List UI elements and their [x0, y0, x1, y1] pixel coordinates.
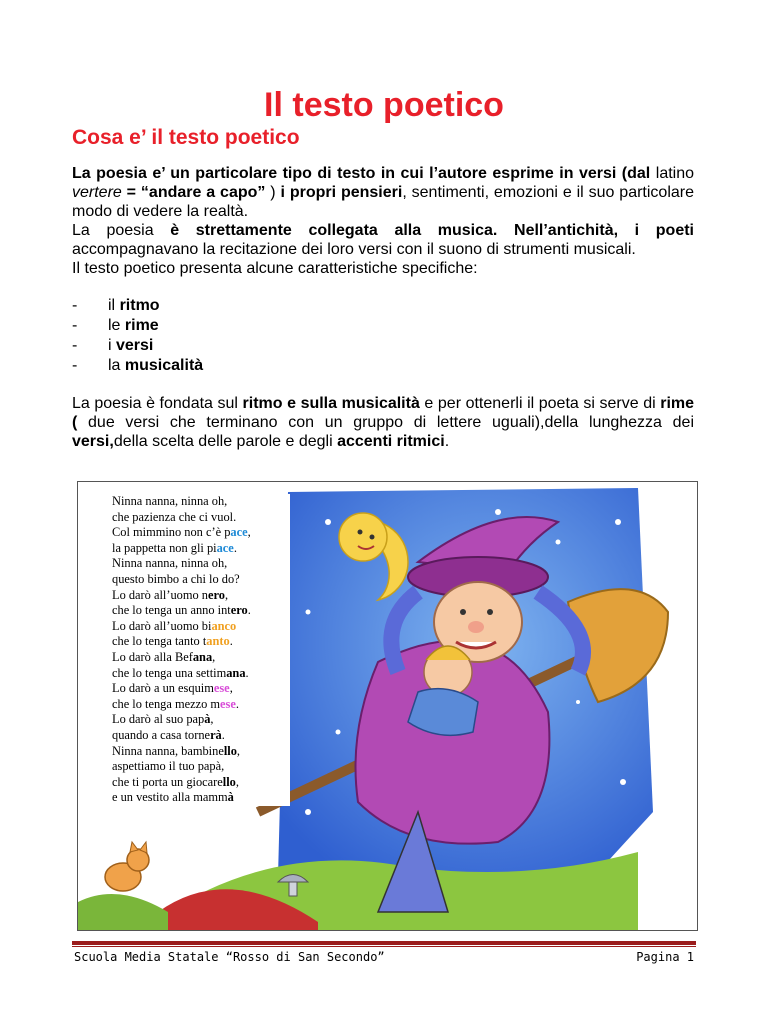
- poem-rhyme: ese: [213, 681, 230, 696]
- rhythm-bold-1: ritmo e sulla musicalità: [242, 395, 420, 412]
- footer-page-number: Pagina 1: [636, 950, 694, 964]
- poem-line: Ninna nanna, ninna oh,: [112, 494, 228, 508]
- poem-rhyme: llo: [222, 774, 236, 789]
- music-text-1: La poesia: [72, 222, 171, 239]
- poem-text: .: [235, 696, 239, 711]
- poem-text: ,: [229, 681, 233, 696]
- poem-text: che lo tenga mezzo m: [112, 696, 221, 711]
- poem-text: ,: [235, 774, 239, 789]
- rhythm-text-5: .: [444, 433, 450, 450]
- poem-rhyme: anto: [206, 634, 230, 649]
- intro-italic: vertere: [72, 184, 122, 201]
- poem-rhyme: ace: [216, 540, 234, 555]
- poem-text: .: [221, 727, 225, 742]
- poem-rhyme: ese: [220, 696, 236, 711]
- list-prefix: le: [108, 317, 125, 334]
- poem-rhyme: anco: [211, 618, 237, 633]
- poem-rhyme: ana: [192, 649, 213, 664]
- poem-text: quando a casa torne: [112, 727, 211, 742]
- list-prefix: i: [108, 337, 116, 354]
- poem-rhyme: ana: [226, 665, 246, 680]
- list-dash: -: [72, 357, 78, 374]
- rhythm-text-2: e per ottenerli il poeta si serve di: [419, 395, 661, 412]
- poem-line: [112, 650, 290, 666]
- poem-line: [112, 681, 290, 697]
- list-bold: ritmo: [119, 297, 160, 314]
- poem-text: che ti porta un giocare: [112, 774, 223, 789]
- poem-line: [112, 712, 290, 728]
- poem-rhyme: rà: [210, 727, 222, 742]
- poem-text: Lo darò a un esquim: [112, 681, 214, 696]
- intro-text-3: , sentimenti, emozioni e il suo particolare modo di vedere la realtà.: [72, 184, 695, 220]
- poem-line: aspettiamo il tuo papà,: [112, 759, 225, 774]
- paragraph-music: [72, 221, 694, 259]
- section-subtitle: Cosa e’ il testo poetico: [72, 126, 300, 149]
- poem-text: Ninna nanna, bambine: [112, 743, 224, 758]
- poem-line: [112, 790, 290, 806]
- rhythm-bold-4: accenti ritmici: [337, 433, 445, 450]
- poem-line: [112, 744, 290, 760]
- list-item: [72, 296, 694, 316]
- paragraph-rhythm: [72, 394, 694, 451]
- poem-line: [112, 728, 290, 744]
- poem-rhyme: ero: [208, 587, 225, 602]
- poem-text: Lo darò al suo pap: [112, 712, 205, 727]
- footer-divider-thin: [72, 946, 696, 947]
- list-dash: -: [72, 317, 78, 334]
- poem-text: ,: [236, 743, 241, 758]
- poem-line: [112, 666, 290, 682]
- poem-text: che lo tenga una settim: [112, 665, 227, 680]
- poem-text: .: [229, 634, 233, 649]
- poem-text: .: [233, 540, 237, 555]
- poem-rhyme: à: [204, 712, 211, 727]
- poem-text: ,: [225, 587, 229, 602]
- footer-divider: [72, 941, 696, 945]
- list-item: [72, 316, 694, 336]
- poem-text: che lo tenga un anno int: [112, 603, 231, 618]
- poem-rhyme: ace: [230, 525, 248, 540]
- poem-text: la pappetta non gli pi: [112, 540, 217, 555]
- music-bold: è strettamente collegata alla musica. Nell’antichità, i poeti: [170, 222, 694, 239]
- list-prefix: la: [108, 357, 125, 374]
- intro-bold-2: = “andare a capo”: [121, 184, 266, 201]
- poem-line: [112, 619, 290, 635]
- list-prefix: il: [108, 297, 120, 314]
- poem-line: [112, 541, 290, 557]
- paragraph-features: Il testo poetico presenta alcune caratteristiche specifiche:: [72, 260, 478, 277]
- intro-text-1: latino: [655, 165, 695, 182]
- music-text-2: accompagnavano la recitazione dei loro versi con il suono di strumenti musicali.: [72, 241, 636, 258]
- poem-text: ,: [210, 712, 214, 727]
- list-item: [72, 336, 694, 356]
- page-title: Il testo poetico: [264, 86, 504, 124]
- poem-line: [112, 588, 290, 604]
- intro-bold-3: i propri pensieri: [280, 184, 403, 201]
- intro-bold-1: La poesia e’ un particolare tipo di testo in cui l’autore esprime in versi (dal: [72, 165, 651, 182]
- poem-rhyme: à: [227, 790, 234, 805]
- poem-text: Lo darò all’uomo n: [112, 587, 209, 602]
- rhythm-text-1: La poesia è fondata sul: [72, 395, 243, 412]
- poem-text: Col mimmino non c’è p: [112, 525, 231, 540]
- rhythm-bold-3: versi,: [72, 433, 114, 450]
- rhythm-bold-2: rime (: [72, 395, 695, 431]
- list-dash: -: [72, 297, 78, 314]
- list-bold: versi: [116, 337, 154, 354]
- features-list: [72, 296, 694, 376]
- poem-line: questo bimbo a chi lo do?: [112, 571, 240, 586]
- list-bold: rime: [124, 317, 159, 334]
- poem-text: .: [247, 603, 251, 618]
- rhythm-text-3: due versi che terminano con un gruppo di lettere uguali),della lunghezza dei: [77, 414, 694, 431]
- poem-line: [112, 634, 290, 650]
- poem-box: [110, 494, 290, 806]
- poem-text: .: [245, 665, 249, 680]
- list-bold: musicalità: [124, 357, 204, 374]
- list-item: [72, 356, 694, 376]
- poem-line: [112, 697, 290, 713]
- poem-rhyme: llo: [223, 743, 237, 758]
- poem-text: Lo darò all’uomo bi: [112, 618, 212, 633]
- body-text: [72, 164, 694, 451]
- intro-text-2: ): [265, 184, 281, 201]
- poem-line: [112, 775, 290, 791]
- poem-text: ,: [247, 525, 251, 540]
- poem-line: [112, 525, 290, 541]
- list-dash: -: [72, 337, 78, 354]
- poem-text: e un vestito alla mamm: [112, 790, 228, 805]
- poem-line: che pazienza che ci vuol.: [112, 509, 237, 524]
- poem-rhyme: ero: [230, 603, 248, 618]
- poem-line: [112, 603, 290, 619]
- poem-text: che lo tenga tanto t: [112, 634, 207, 649]
- paragraph-intro: [72, 164, 694, 221]
- poem-text: ,: [212, 649, 216, 664]
- rhythm-text-4: della scelta delle parole e degli: [113, 433, 338, 450]
- footer-school-name: Scuola Media Statale “Rosso di San Secondo”: [74, 950, 385, 964]
- poem-line: Ninna nanna, ninna oh,: [112, 556, 228, 571]
- poem-text: Lo darò alla Bef: [112, 649, 193, 664]
